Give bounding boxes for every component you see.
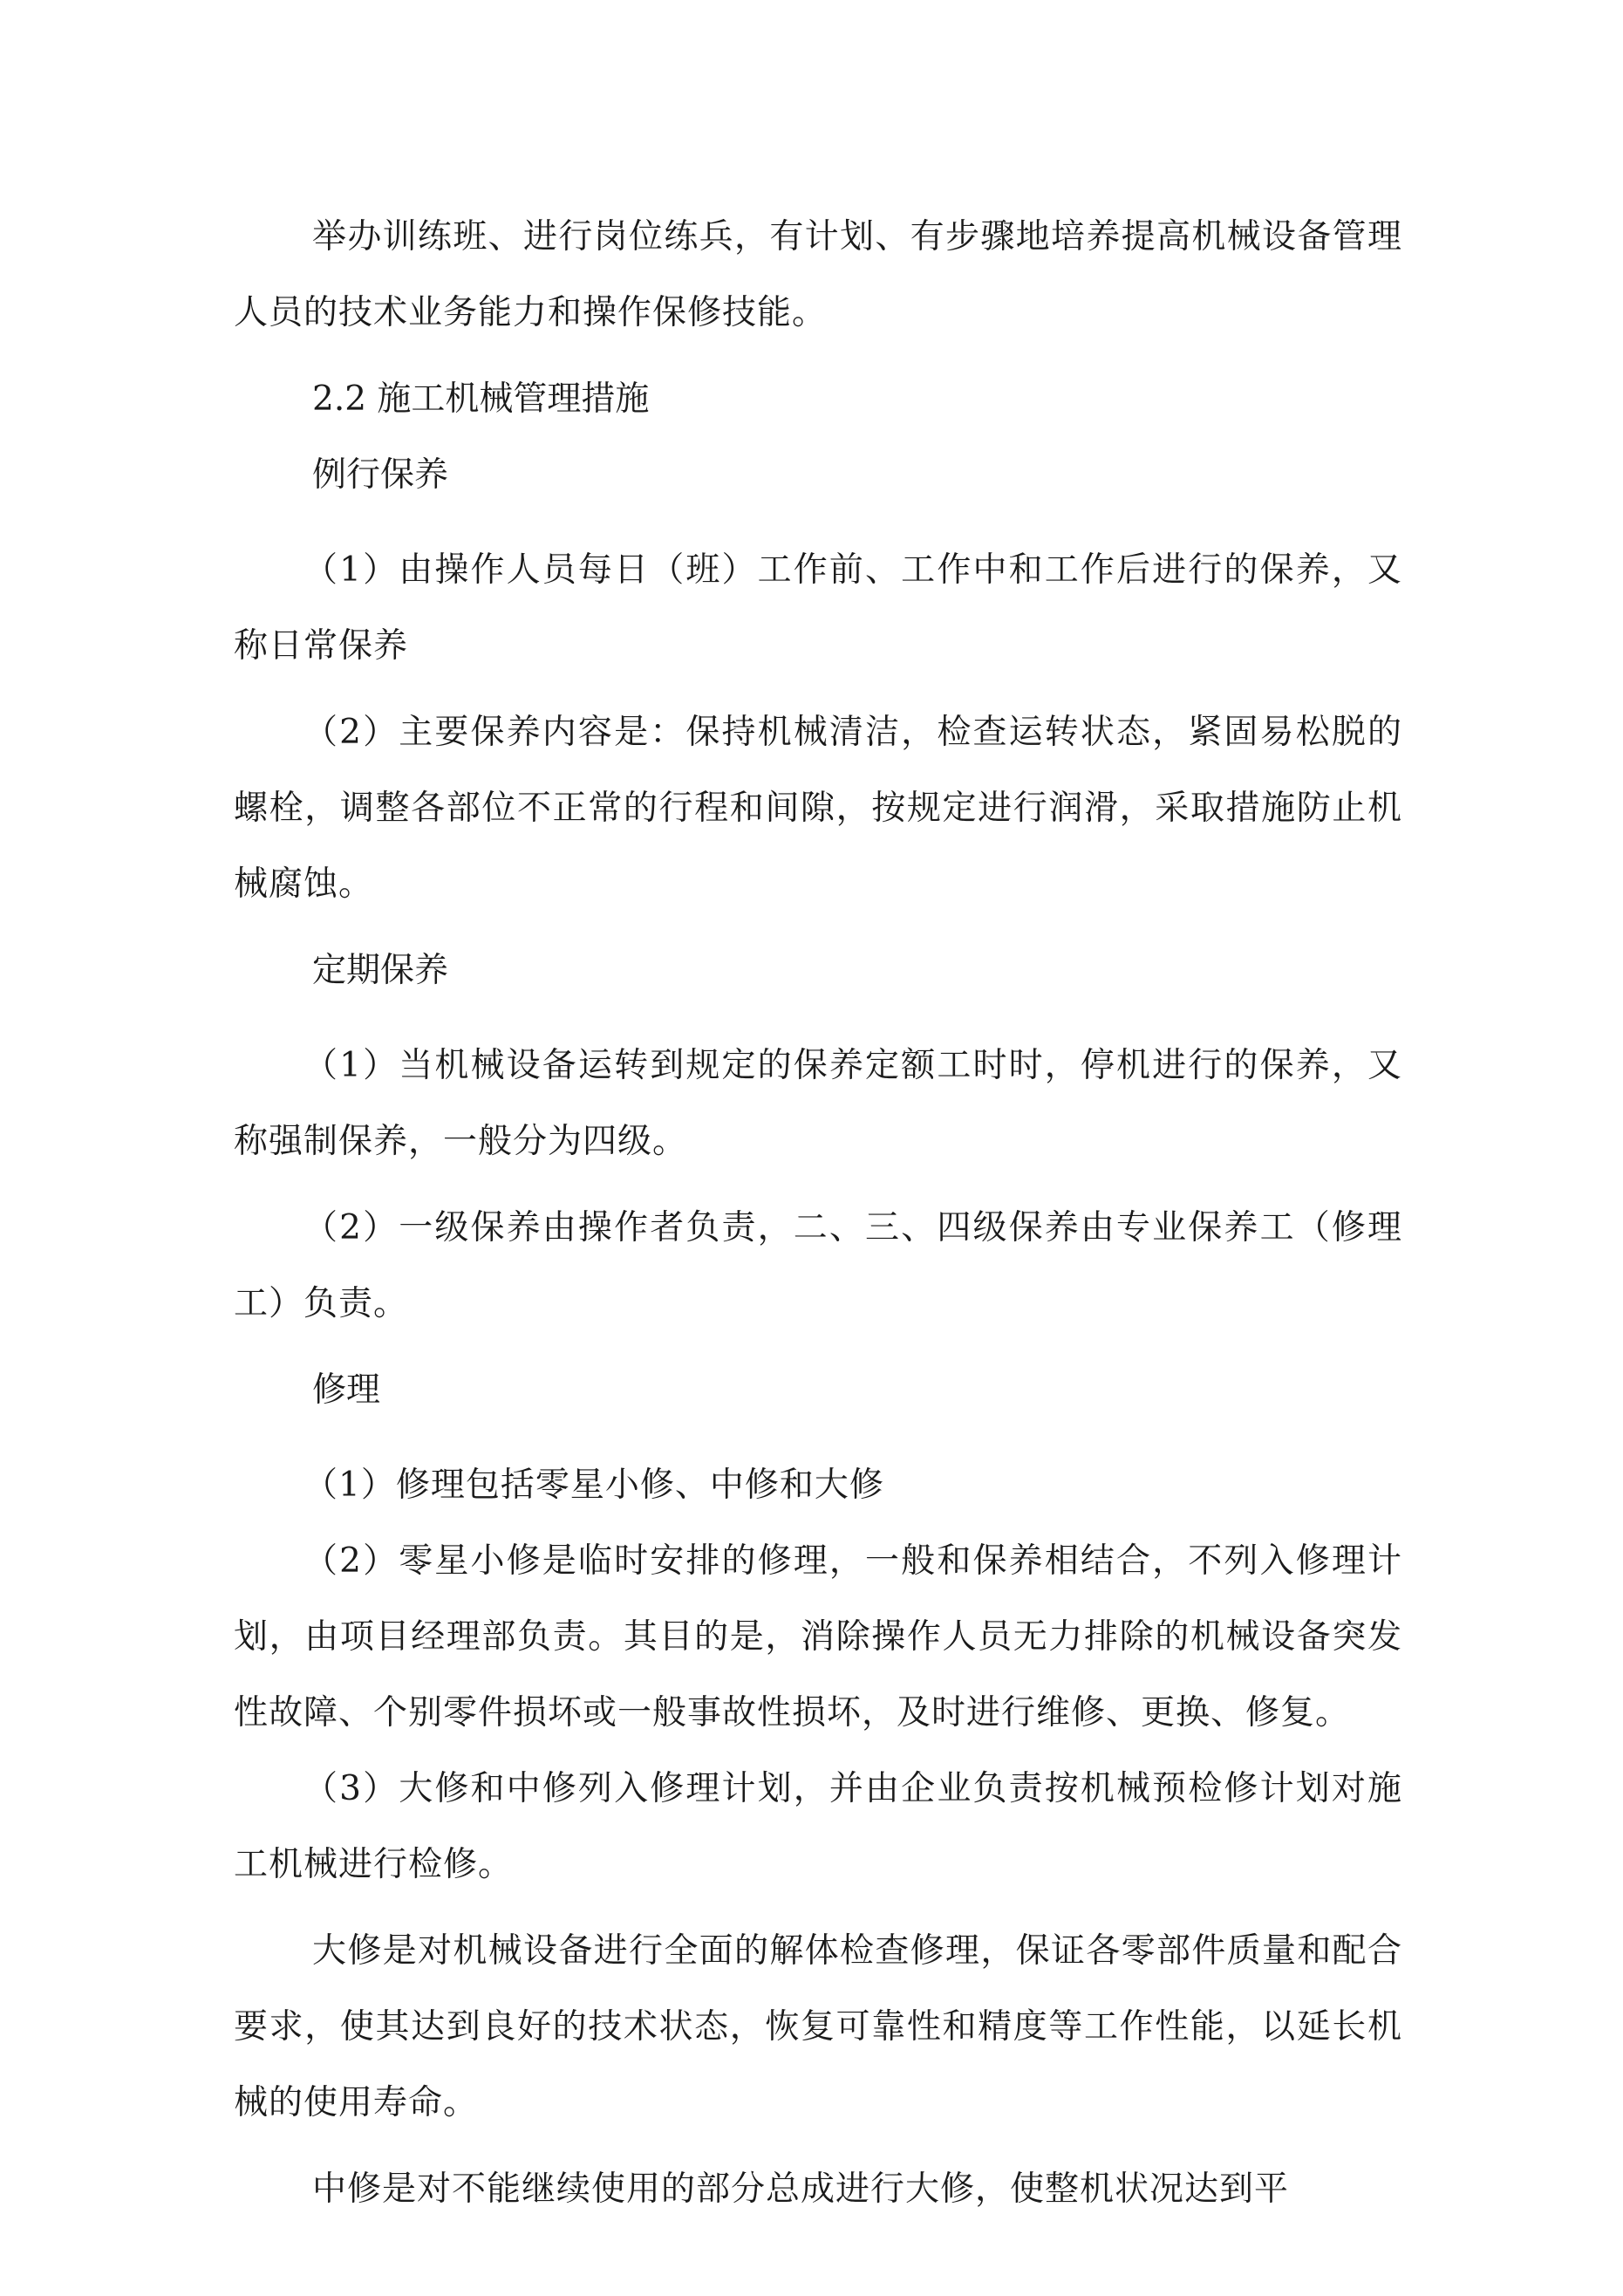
repair-item-3: （3）大修和中修列入修理计划，并由企业负责按机械预检修计划对施工机械进行检修。 xyxy=(234,1769,1402,1884)
periodic-item-2: （2）一级保养由操作者负责，二、三、四级保养由专业保养工（修理工）负责。 xyxy=(234,1208,1402,1323)
document-body xyxy=(234,199,1402,2227)
paragraph-medium-repair: 中修是对不能继续使用的部分总成进行大修，使整机状况达到平 xyxy=(312,2170,1290,2209)
paragraph-major-repair: 大修是对机械设备进行全面的解体检查修理，保证各零部件质量和配合要求，使其达到良好的技术状态，恢复可靠性和精度等工作性能，以延长机械的使用寿命。 xyxy=(234,1931,1402,2122)
paragraph-training: 举办训练班、进行岗位练兵，有计划、有步骤地培养提高机械设备管理人员的技术业务能力和操作保修技能。 xyxy=(234,217,1402,332)
routine-item-2: （2）主要保养内容是：保持机械清洁，检查运转状态，紧固易松脱的螺栓，调整各部位不正常的行程和间隙，按规定进行润滑，采取措施防止机械腐蚀。 xyxy=(234,713,1402,904)
repair-item-1: （1）修理包括零星小修、中修和大修 xyxy=(303,1466,884,1505)
subheading-routine-maintenance: 例行保养 xyxy=(312,455,449,495)
subheading-repair: 修理 xyxy=(312,1370,381,1410)
subheading-periodic-maintenance: 定期保养 xyxy=(312,951,449,990)
periodic-item-1: （1）当机械设备运转到规定的保养定额工时时，停机进行的保养，又称强制保养，一般分为四级。 xyxy=(234,1046,1402,1161)
routine-item-1: （1）由操作人员每日（班）工作前、工作中和工作后进行的保养，又称日常保养 xyxy=(234,550,1402,666)
repair-item-2: （2）零星小修是临时安排的修理，一般和保养相结合，不列入修理计划，由项目经理部负责。其目的是，消除操作人员无力排除的机械设备突发性故障、个别零件损坏或一般事故性损坏，及时进行维修、更换、修复。 xyxy=(234,1541,1402,1732)
section-heading-2-2: 2.2 施工机械管理措施 xyxy=(312,379,650,419)
